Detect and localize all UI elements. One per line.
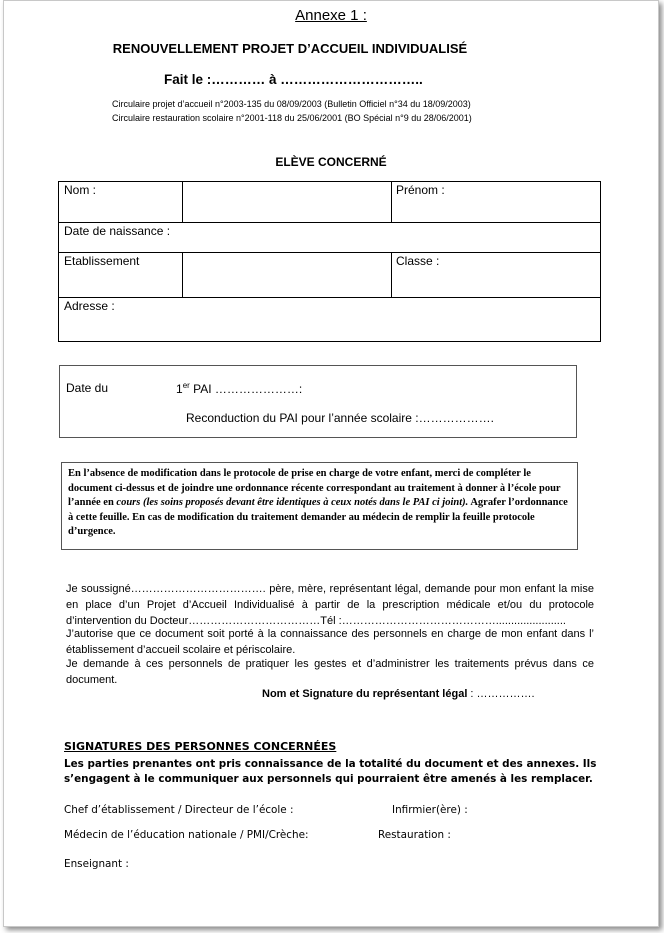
note-part-2: Agrafer l’ordonnance à cette feuille. En cas de modification du traitement demander au médecin de remplir la feuille protocole d’urgence. — [68, 497, 568, 537]
document-page — [3, 0, 659, 927]
adresse-label: Adresse : — [64, 299, 115, 313]
premier-pai-field[interactable] — [176, 381, 302, 396]
pai-box — [59, 365, 577, 438]
date-du-label: Date du — [66, 381, 109, 395]
classe-label: Classe : — [396, 254, 440, 268]
infirmier-field[interactable]: Infirmier(ère) : — [392, 804, 468, 816]
declaration-paragraph-3: Je demande à ces personnels de pratiquer les gestes et d’administrer les traitements prévus dans ce document. — [66, 658, 594, 686]
premier-pai-sup: er — [182, 381, 190, 390]
eleve-heading: ELÈVE CONCERNÉ — [275, 155, 387, 169]
premier-pai-prefix: 1 — [176, 382, 183, 396]
signature-representant-field[interactable] — [262, 688, 535, 700]
signature-representant-label: Nom et Signature du représentant légal — [262, 688, 468, 700]
note-part-1: En l’absence de modification dans le protocole de prise en charge de votre enfant, merci de compléter le document ci-dessus et de joindre une ordonnance récente correspondant au traitement à donner à l’école pour l’année en — [68, 468, 561, 508]
annexe-label: Annexe 1 : — [295, 7, 367, 24]
date-naissance-label: Date de naissance : — [64, 224, 171, 238]
signature-representant-dots: : ……………. — [467, 688, 535, 700]
etablissement-value-cell[interactable] — [182, 252, 392, 298]
premier-pai-suffix: PAI …………………: — [189, 382, 303, 396]
nom-label: Nom : — [64, 183, 97, 197]
enseignant-field[interactable]: Enseignant : — [64, 858, 129, 870]
declaration-paragraph-1: Je soussigné………………………………. père, mère, représentant légal, demande pour mon enfant la mise en place d’un Projet d’Accueil Individualisé à partir de la prescription médicale et/ou du protocole d’intervention du Docteur………………………………Tél :……………………………………....................... — [66, 583, 594, 627]
instructions-note — [61, 462, 578, 550]
circulaire-line-1: Circulaire projet d’accueil n°2003-135 du 08/09/2003 (Bulletin Officiel n°34 du 18/09/2003) — [112, 99, 471, 109]
circulaire-line-2: Circulaire restauration scolaire n°2001-118 du 25/06/2001 (BO Spécial n°9 du 28/06/2001) — [112, 113, 472, 123]
fait-le-line: Fait le :………… à ………………………….. — [164, 72, 423, 87]
document-title: RENOUVELLEMENT PROJET D’ACCUEIL INDIVIDUALISÉ — [112, 41, 468, 56]
restauration-field[interactable]: Restauration : — [378, 829, 451, 841]
note-italic: cours (les soins proposés devant être identiques à ceux notés dans le PAI ci joint). — [116, 497, 469, 508]
signatures-intro: Les parties prenantes ont pris connaissance de la totalité du document et des annexes. Ils s’engagent à le communiquer aux personnels qui pourraient être amenés à les remplacer. — [64, 758, 597, 785]
declaration-paragraph-2: J’autorise que ce document soit porté à la connaissance des personnels en charge de mon enfant dans l’ établissement d’accueil scolaire et périscolaire. — [66, 628, 594, 656]
chef-etablissement-field[interactable]: Chef d’établissement / Directeur de l’école : — [64, 804, 294, 816]
reconduction-field[interactable]: Reconduction du PAI pour l’année scolaire :………………. — [186, 411, 494, 425]
etablissement-label: Etablissement — [64, 254, 140, 268]
adresse-cell[interactable] — [58, 297, 601, 342]
medecin-field[interactable]: Médecin de l’éducation nationale / PMI/Crèche: — [64, 829, 309, 841]
nom-value-cell[interactable] — [182, 181, 392, 223]
prenom-label: Prénom : — [396, 183, 445, 197]
signatures-heading: SIGNATURES DES PERSONNES CONCERNÉES — [64, 740, 337, 753]
